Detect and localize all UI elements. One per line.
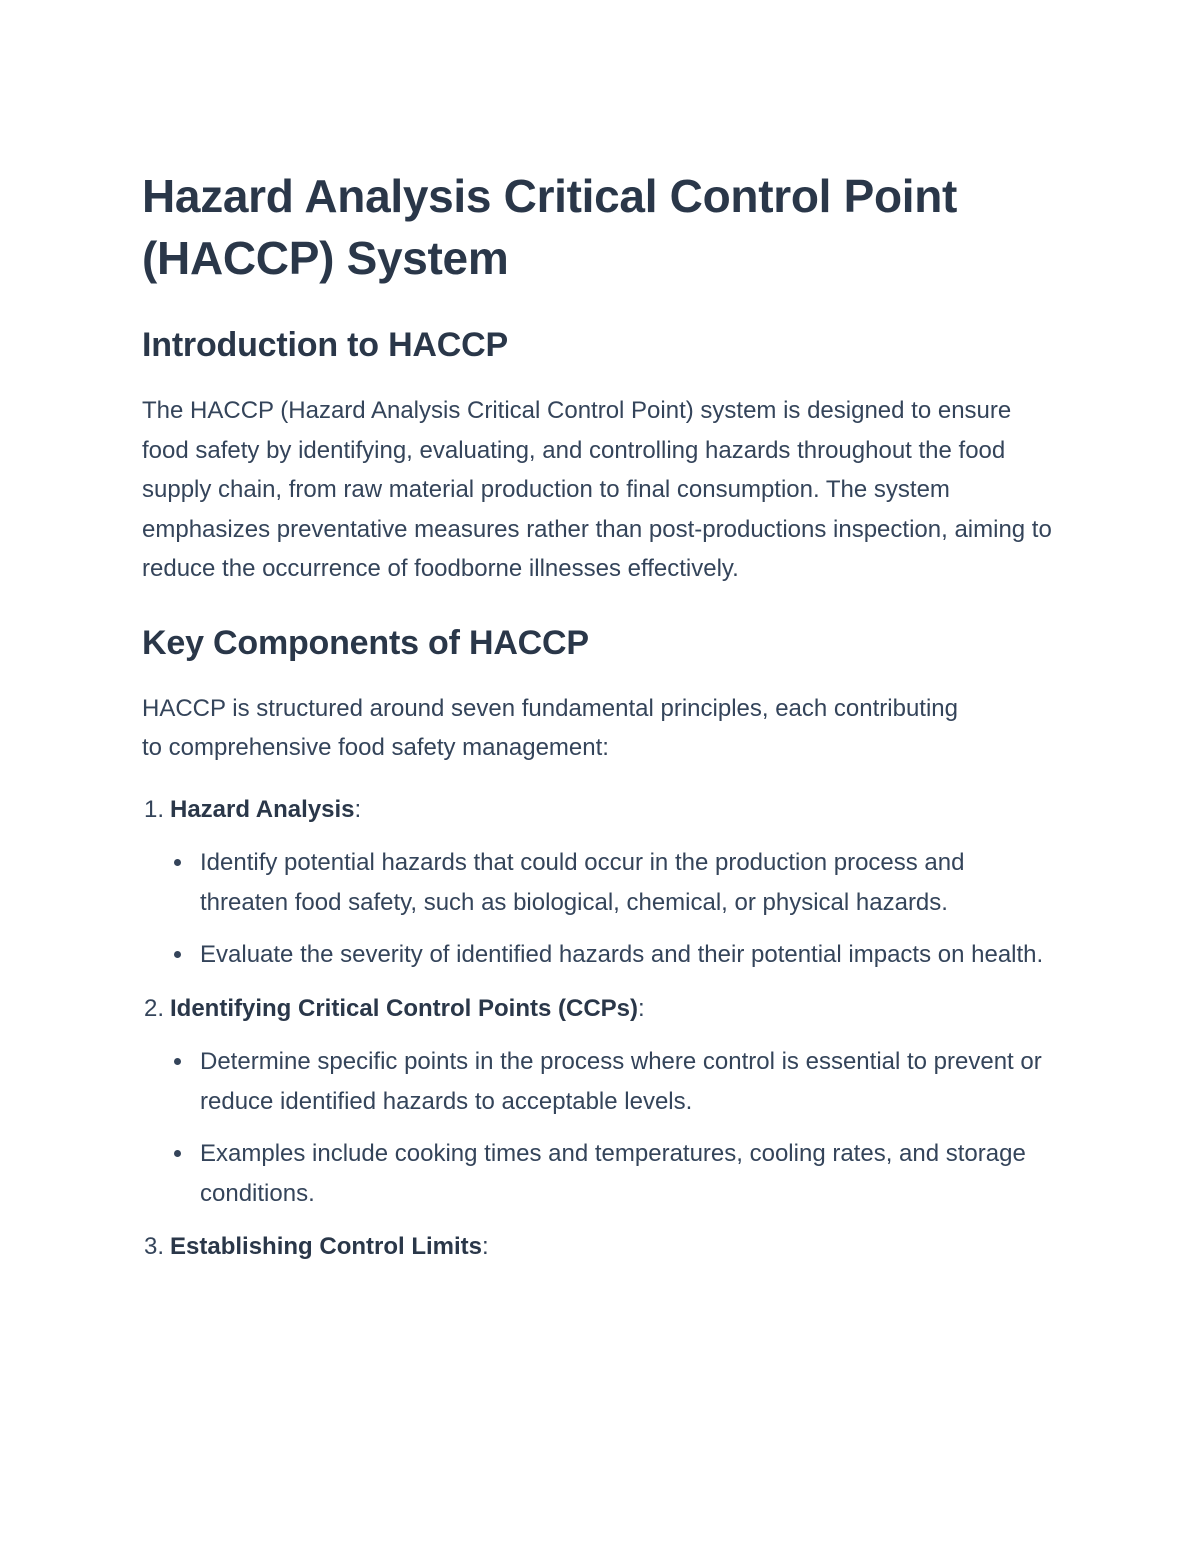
principle-number: 2.: [144, 994, 165, 1022]
principle-title: Identifying Critical Control Points (CCPs): [170, 994, 639, 1022]
document-page: [142, 165, 1062, 1267]
list-item: Examples include cooking times and temperatures, cooling rates, and storage conditions.: [200, 1134, 1055, 1213]
document-title: Hazard Analysis Critical Control Point (HACCP) System: [142, 170, 958, 284]
section-heading-introduction: Introduction to HACCP: [142, 326, 508, 364]
key-components-paragraph: HACCP is structured around seven fundamental principles, each contributing to comprehensive food safety management:: [142, 694, 958, 761]
principle-details-list: [142, 1042, 1062, 1213]
principle-colon: :: [354, 795, 362, 823]
principle-number: 3.: [144, 1233, 165, 1260]
principle-colon: :: [482, 1233, 489, 1260]
introduction-paragraph: The HACCP (Hazard Analysis Critical Control Point) system is designed to ensure food safety by identifying, evaluating, and controlling hazards throughout the food supply chain, from raw material production to final consumption. The system emphasizes preventative measures rather than post-productions inspection, aiming to reduce the occurrence of foodborne illnesses effectively.: [142, 397, 1052, 582]
list-item: Identify potential hazards that could occur in the production process and threaten food safety, such as biological, chemical, or physical hazards.: [200, 843, 1055, 922]
principle-item: [142, 790, 1062, 975]
principle-item: [142, 989, 1062, 1214]
principle-number: 1.: [144, 795, 165, 823]
principles-list: [142, 790, 1062, 1267]
section-heading-key-components: Key Components of HACCP: [142, 623, 589, 662]
list-item: Evaluate the severity of identified hazards and their potential impacts on health.: [200, 935, 1055, 975]
principle-heading: [144, 1227, 1062, 1267]
principle-title: Hazard Analysis: [170, 795, 355, 823]
principle-title: Establishing Control Limits: [170, 1233, 483, 1260]
principle-heading: [144, 989, 1062, 1029]
list-item: Determine specific points in the process where control is essential to prevent or reduce identified hazards to acceptable levels.: [200, 1042, 1055, 1121]
principle-details-list: [142, 843, 1062, 975]
principle-heading: [144, 790, 1062, 830]
principle-item: [142, 1227, 1062, 1267]
principle-colon: :: [638, 994, 645, 1022]
